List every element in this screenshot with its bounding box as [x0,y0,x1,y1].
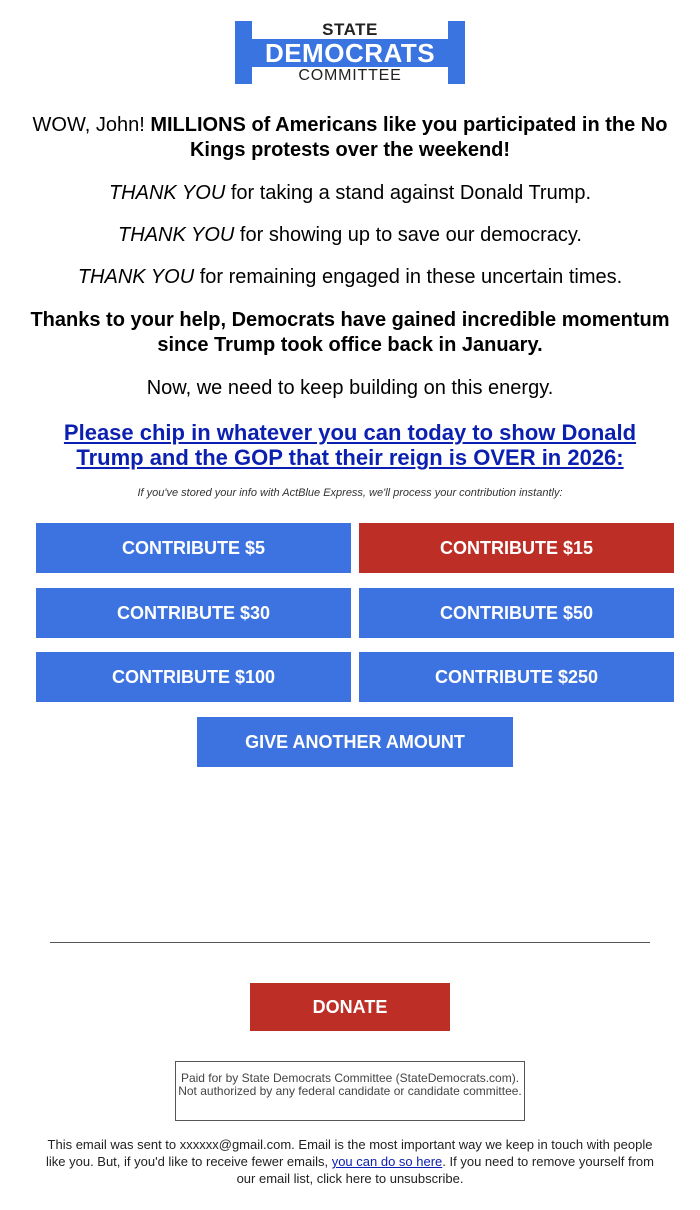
energy-paragraph: Now, we need to keep building on this energy. [146,377,554,399]
thank-you-text: for taking a stand against Donald Trump. [225,182,592,204]
intro-bold: MILLIONS of Americans like you participated in the No Kings protests over the weekend! [150,114,668,161]
contribute-250-button[interactable]: CONTRIBUTE $250 [359,652,674,702]
divider [50,942,650,943]
logo-top-text: STATE [322,20,378,39]
contribute-50-button[interactable]: CONTRIBUTE $50 [359,588,674,638]
logo-middle-text: DEMOCRATS [235,39,465,67]
give-another-amount-button[interactable]: GIVE ANOTHER AMOUNT [197,717,513,767]
chip-in-link[interactable]: Please chip in whatever you can today to show Donald Trump and the GOP that their reign is OVER in 2026: [63,420,637,470]
thank-you-emphasis: THANK YOU [118,224,235,246]
contribute-5-button[interactable]: CONTRIBUTE $5 [36,523,351,573]
thank-you-text: for remaining engaged in these uncertain times. [194,266,623,288]
intro-paragraph [30,113,670,163]
thank-you-text: for showing up to save our democracy. [234,224,582,246]
momentum-paragraph: Thanks to your help, Democrats have gained incredible momentum since Trump took office back in January. [30,309,670,356]
email-footer [40,1136,660,1187]
thank-you-paragraph-2 [30,223,670,248]
thank-you-paragraph-1 [30,181,670,206]
logo-bottom-text: COMMITTEE [298,67,402,84]
thank-you-emphasis: THANK YOU [108,182,226,204]
contribute-15-button[interactable]: CONTRIBUTE $15 [359,523,674,573]
contribute-30-button[interactable]: CONTRIBUTE $30 [36,588,351,638]
donate-button[interactable]: DONATE [250,983,450,1031]
footer-text-post: . If you need to remove yourself from our email list, click here to unsubscribe. [236,1154,654,1186]
fewer-emails-link[interactable]: you can do so here [331,1154,443,1169]
actblue-note: If you've stored your info with ActBlue Express, we'll process your contribution instantly: [137,487,563,499]
contribute-100-button[interactable]: CONTRIBUTE $100 [36,652,351,702]
footer-text-pre: This email was sent to xxxxxx@gmail.com. Email is the most important way we keep in touch with people like you. But, if you'd like to receive fewer emails, [45,1137,653,1169]
state-democrats-logo [235,21,465,84]
intro-greeting: WOW, John! [32,114,151,136]
paid-for-disclaimer: Paid for by State Democrats Committee (StateDemocrats.com). Not authorized by any federal candidate or candidate committee. [175,1061,525,1121]
thank-you-paragraph-3 [30,265,670,290]
thank-you-emphasis: THANK YOU [77,266,195,288]
